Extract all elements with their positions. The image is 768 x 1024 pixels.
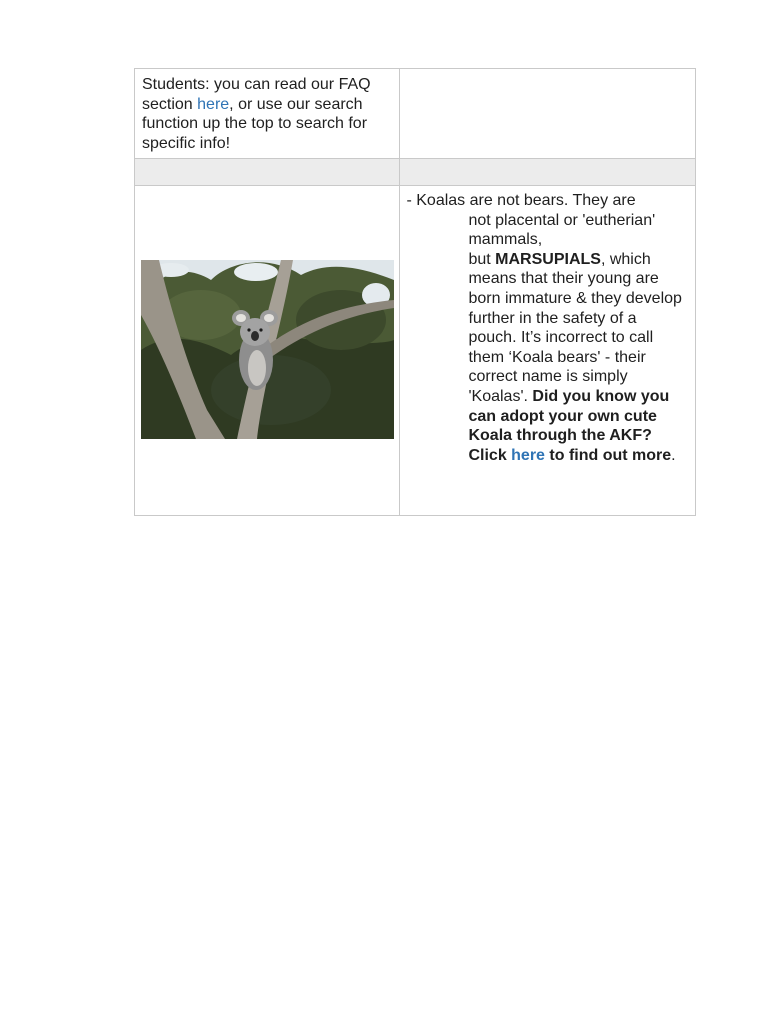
adopt-link[interactable]: here xyxy=(511,446,545,464)
fact-body xyxy=(406,211,687,466)
empty-cell xyxy=(135,159,400,186)
fact-but-text: but xyxy=(468,250,496,268)
intro-text-before: Students: you can read our FAQ section xyxy=(142,76,371,113)
empty-cell xyxy=(400,159,696,186)
photo-koala-belly xyxy=(248,350,266,386)
faq-link[interactable]: here xyxy=(197,95,230,113)
intro-cell xyxy=(135,69,400,159)
photo-koala-ear-inner xyxy=(264,314,274,322)
fact-placental-text: not placental or 'eutherian' mammals, xyxy=(468,211,656,249)
empty-cell xyxy=(400,69,696,159)
photo-koala-ear-inner xyxy=(236,314,246,322)
info-table xyxy=(134,68,696,516)
fact-cell xyxy=(400,186,696,516)
fact-end-period: . xyxy=(671,446,676,464)
adopt-text-before: Did you know you can adopt your own cute Koala through the AKF? Click xyxy=(468,387,670,464)
photo-cell xyxy=(135,186,400,516)
table-row xyxy=(135,69,696,159)
fact-description: , which means that their young are born immature & they develop further in the safety of a pouch. It’s incorrect to call them ‘Koala bears' - their correct name is simply 'Koalas'. xyxy=(468,250,682,405)
table-row xyxy=(135,159,696,186)
adopt-text-after: to find out more xyxy=(544,446,672,464)
table-row xyxy=(135,186,696,516)
koala-fact xyxy=(400,186,695,465)
fact-first-line: - Koalas are not bears. They are xyxy=(406,192,636,209)
intro-paragraph xyxy=(135,69,399,153)
photo-koala-nose xyxy=(251,331,259,341)
photo-sky-gap xyxy=(234,263,278,281)
photo-koala-eye xyxy=(259,328,262,331)
intro-text-after: , or use our search function up the top to search for specific info! xyxy=(142,95,368,152)
koala-photo xyxy=(141,260,394,439)
marsupials-emphasis: MARSUPIALS xyxy=(495,250,601,268)
photo-koala-eye xyxy=(247,328,250,331)
